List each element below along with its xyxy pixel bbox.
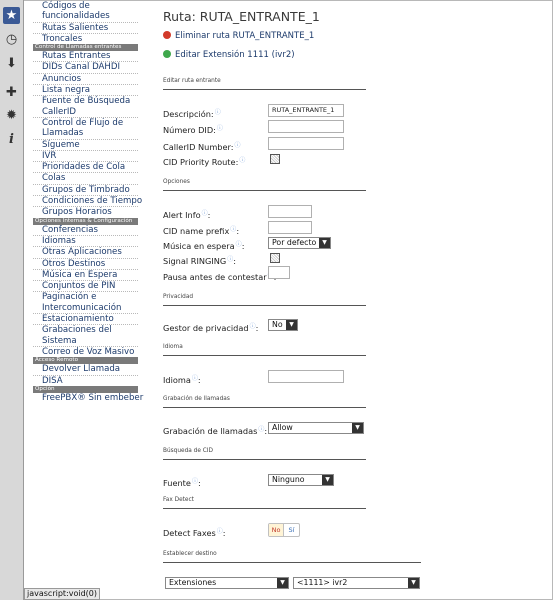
source-select[interactable]: Ninguno ▼ <box>268 474 334 486</box>
pause-input[interactable] <box>268 266 290 279</box>
destination-target-select[interactable]: <1111> ivr2 ▼ <box>293 577 420 589</box>
chevron-down-icon: ▼ <box>286 320 297 330</box>
section-privacy-title: Privacidad <box>163 294 194 300</box>
nav-section-header: Control de Llamadas entrantes <box>33 44 138 51</box>
gear-icon[interactable]: ✹ <box>6 108 17 123</box>
moh-label: Música en esperaⓘ: <box>163 241 245 251</box>
section-cid-lookup-title: Búsqueda de CID <box>163 448 213 454</box>
status-bar: javascript:void(0) <box>24 588 100 600</box>
nav-item[interactable]: Grabaciones del Sistema <box>33 325 138 347</box>
nav-item[interactable]: Lista negra <box>33 85 138 96</box>
nav-item[interactable]: Fuente de Búsqueda CallerID <box>33 96 138 118</box>
nav-item[interactable]: FreePBX® Sin embeber <box>42 392 144 403</box>
nav-item[interactable]: Conferencias <box>33 225 138 236</box>
nav-item[interactable]: Otros Destinos <box>33 259 138 270</box>
clock-icon[interactable]: ◷ <box>5 32 18 47</box>
cid-priority-label: CID Priority Route:ⓘ <box>163 157 246 167</box>
callerid-input[interactable] <box>268 137 344 150</box>
section-fax-title: Fax Detect <box>163 497 194 503</box>
edit-extension-link[interactable] <box>163 50 295 60</box>
nav-item[interactable]: Condiciones de Tiempo <box>33 196 138 207</box>
nav-section-header: Acceso Remoto <box>33 357 138 364</box>
detect-faxes-label: Detect Faxesⓘ: <box>163 528 226 538</box>
delete-route-link[interactable] <box>163 31 314 41</box>
description-label: Descripción:ⓘ <box>163 109 221 119</box>
alert-info-label: Alert Infoⓘ: <box>163 210 211 220</box>
edit-extension-label: Editar Extensión 1111 (ivr2) <box>175 50 295 60</box>
page-title: Ruta: RUTA_ENTRANTE_1 <box>163 9 320 24</box>
language-input[interactable] <box>268 370 344 383</box>
nav-item[interactable]: Grupos Horarios <box>42 207 112 218</box>
nav-item[interactable]: Control de Flujo de Llamadas <box>33 118 138 140</box>
edit-icon <box>163 50 171 58</box>
privacy-select[interactable]: No ▼ <box>268 319 298 331</box>
divider <box>163 407 366 408</box>
nav-item[interactable]: Paginación e Intercomunicación <box>33 292 138 314</box>
nav-item[interactable]: Conjuntos de PIN <box>33 281 138 292</box>
ringing-label: Signal RINGINGⓘ: <box>163 256 236 266</box>
nav-item[interactable]: Prioridades de Cola <box>33 162 138 173</box>
destination-type-select[interactable]: Extensiones ▼ <box>165 577 289 589</box>
chevron-down-icon: ▼ <box>408 578 419 588</box>
divider <box>163 459 366 460</box>
callerid-label: CallerID Number:ⓘ <box>163 142 241 152</box>
download-icon[interactable]: ⬇ <box>6 56 17 71</box>
language-label: Idiomaⓘ: <box>163 375 201 385</box>
nav-item[interactable]: Sígueme <box>33 140 138 151</box>
module-nav <box>33 0 144 600</box>
cid-prefix-input[interactable] <box>268 221 312 234</box>
section-recording-title: Grabación de llamadas <box>163 396 230 402</box>
nav-item[interactable]: DISA <box>42 375 63 386</box>
divider <box>163 508 366 509</box>
icon-sidebar <box>0 0 24 600</box>
nav-item-rutas-entrantes[interactable]: Rutas Entrantes <box>33 51 138 62</box>
nav-item[interactable]: Anuncios <box>33 74 138 85</box>
divider <box>163 190 366 191</box>
did-label: Número DID:ⓘ <box>163 125 223 135</box>
nav-item[interactable]: Idiomas <box>33 236 138 247</box>
section-options-title: Opciones <box>163 179 190 185</box>
info-icon[interactable]: i <box>9 132 14 147</box>
chevron-down-icon: ▼ <box>322 475 333 485</box>
nav-item[interactable]: Grupos de Timbrado <box>33 185 138 196</box>
divider <box>163 89 366 90</box>
description-input[interactable]: RUTA_ENTRANTE_1 <box>268 104 344 117</box>
recording-select[interactable]: Allow ▼ <box>268 422 364 434</box>
recording-label: Grabación de llamadasⓘ: <box>163 426 268 436</box>
pause-label: Pausa antes de contestar <box>163 272 267 282</box>
section-language-title: Idioma <box>163 344 183 350</box>
delete-icon <box>163 31 171 39</box>
chevron-down-icon: ▼ <box>352 423 363 433</box>
puzzle-icon[interactable]: ✚ <box>6 85 17 100</box>
fax-no-option[interactable]: No <box>269 524 284 536</box>
ringing-checkbox[interactable] <box>270 253 280 263</box>
nav-section-header: Opción <box>33 386 138 393</box>
cid-prefix-label: CID name prefixⓘ: <box>163 226 240 236</box>
chevron-down-icon: ▼ <box>277 578 288 588</box>
nav-item[interactable]: Rutas Salientes <box>33 23 138 34</box>
nav-item[interactable]: Estacionamiento <box>33 314 138 325</box>
section-destination-title: Establecer destino <box>163 551 217 557</box>
nav-item[interactable]: Correo de Voz Masivo <box>42 346 135 357</box>
source-label: Fuenteⓘ: <box>163 478 201 488</box>
delete-route-label: Eliminar ruta RUTA_ENTRANTE_1 <box>175 31 315 41</box>
divider <box>163 305 366 306</box>
nav-item[interactable]: DIDs Canal DAHDI <box>33 62 138 73</box>
nav-item[interactable]: Otras Aplicaciones <box>33 247 138 258</box>
cid-priority-checkbox[interactable] <box>270 154 280 164</box>
nav-item[interactable]: Música en Espera <box>33 270 138 281</box>
divider <box>163 355 366 356</box>
privacy-label: Gestor de privacidadⓘ: <box>163 323 259 333</box>
nav-item[interactable]: Códigos de funcionalidades <box>33 1 138 23</box>
did-input[interactable] <box>268 120 344 133</box>
section-edit-title: Editar ruta entrante <box>163 78 221 84</box>
chevron-down-icon: ▼ <box>319 238 330 248</box>
moh-select[interactable]: Por defecto ▼ <box>268 237 331 249</box>
alert-info-input[interactable] <box>268 205 312 218</box>
fax-si-option[interactable]: Sí <box>288 526 295 534</box>
star-icon[interactable]: ★ <box>3 7 20 24</box>
nav-item[interactable]: IVR <box>33 151 138 162</box>
nav-section-header: Opciones Internas & Configuración <box>33 218 138 225</box>
nav-item[interactable]: Colas <box>33 173 138 184</box>
nav-item[interactable]: Devolver Llamada <box>33 364 138 375</box>
divider <box>163 562 421 563</box>
nav-item[interactable]: Troncales <box>42 33 83 44</box>
detect-faxes-toggle[interactable] <box>268 523 300 537</box>
